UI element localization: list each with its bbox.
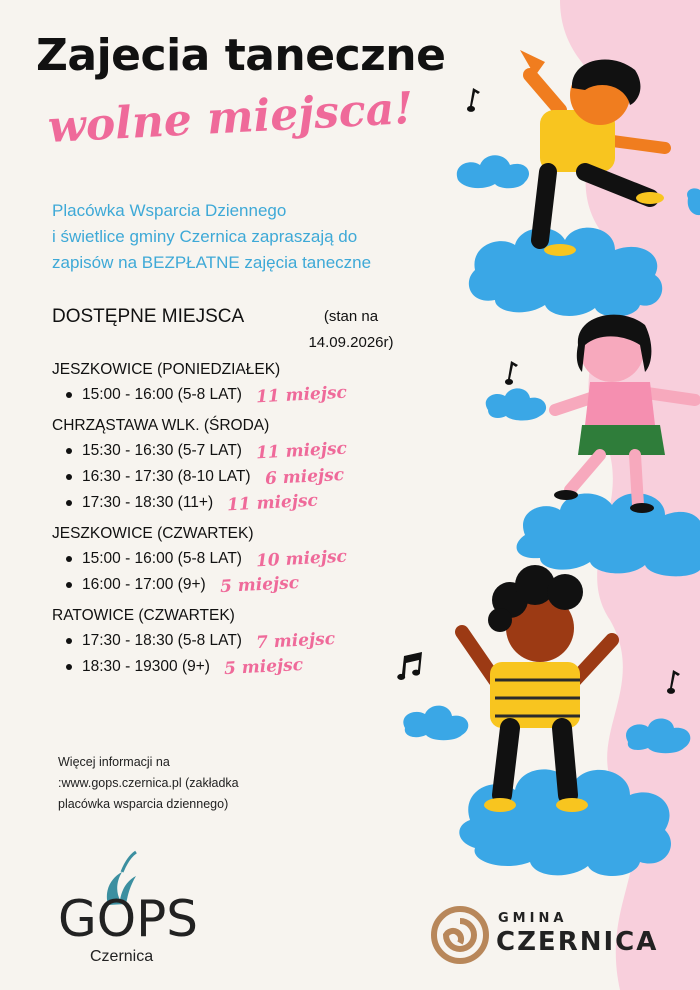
- bullet-icon: [66, 474, 72, 480]
- gmina-logo-big: CZERNICA: [496, 927, 659, 957]
- time-slot: [52, 382, 432, 408]
- cloud-small-1: [457, 155, 529, 188]
- intro-text: [52, 198, 412, 276]
- intro-line: i świetlice gminy Czernica zapraszają do: [52, 227, 358, 246]
- page-subtitle: wolne miejsca!: [46, 82, 415, 153]
- group-location: JESZKOWICE (CZWARTEK): [52, 525, 254, 542]
- more-info-text: [58, 752, 239, 815]
- free-spots: 6 miejsc: [264, 464, 345, 490]
- cloud-small-3: [403, 706, 468, 741]
- bullet-icon: [66, 448, 72, 454]
- gmina-logo-small: GMINA: [498, 911, 568, 926]
- slot-time: 15:00 - 16:00 (5-8 LAT): [82, 550, 242, 567]
- time-slot: [52, 546, 432, 572]
- status-date-note: (stan na 14.09.2026r): [308, 308, 394, 351]
- time-slot: [52, 572, 432, 598]
- schedule-group: [52, 414, 432, 516]
- info-line: Więcej informacji na: [58, 755, 170, 769]
- bullet-icon: [66, 582, 72, 588]
- slot-time: 17:30 - 18:30 (11+): [82, 494, 214, 511]
- group-location: RATOWICE (CZWARTEK): [52, 607, 235, 624]
- slot-time: 16:00 - 17:00 (9+): [82, 576, 206, 593]
- music-note-icon: [467, 88, 480, 112]
- bullet-icon: [66, 392, 72, 398]
- bullet-icon: [66, 500, 72, 506]
- time-slot: [52, 438, 432, 464]
- schedule-list: [52, 358, 432, 686]
- time-slot: [52, 628, 432, 654]
- gops-logo: [56, 850, 196, 970]
- free-spots: 11 miejsc: [255, 438, 348, 464]
- slot-time: 18:30 - 19300 (9+): [82, 658, 210, 675]
- time-slot: [52, 464, 432, 490]
- time-slot: [52, 490, 432, 516]
- bullet-icon: [66, 664, 72, 670]
- bullet-icon: [66, 556, 72, 562]
- free-spots: 11 miejsc: [226, 490, 319, 516]
- free-spots: 7 miejsc: [255, 628, 336, 654]
- music-note-icon: [505, 361, 518, 385]
- intro-line: zapisów na BEZPŁATNE zajęcia taneczne: [52, 253, 372, 272]
- time-slot: [52, 654, 432, 680]
- page-title: Zajecia taneczne: [36, 30, 446, 81]
- free-spots: 5 miejsc: [219, 572, 300, 598]
- schedule-group: [52, 522, 432, 598]
- free-spots: 10 miejsc: [255, 546, 348, 572]
- gops-logo-word: GOPS: [58, 890, 198, 948]
- gmina-czernica-logo: [430, 905, 690, 967]
- free-spots: 5 miejsc: [223, 654, 304, 680]
- slot-time: 15:30 - 16:30 (5-7 LAT): [82, 442, 242, 459]
- info-line: placówka wsparcia dziennego): [58, 797, 229, 811]
- available-places-heading: DOSTĘPNE MIEJSCA: [52, 306, 245, 327]
- intro-line: Placówka Wsparcia Dziennego: [52, 201, 287, 220]
- gops-logo-subtitle: Czernica: [90, 948, 154, 965]
- group-location: CHRZĄSTAWA WLK. (ŚRODA): [52, 417, 270, 434]
- schedule-group: [52, 358, 432, 408]
- slot-time: 15:00 - 16:00 (5-8 LAT): [82, 386, 242, 403]
- group-location: JESZKOWICE (PONIEDZIAŁEK): [52, 361, 281, 378]
- bullet-icon: [66, 638, 72, 644]
- info-line: :www.gops.czernica.pl (zakładka: [58, 776, 239, 790]
- schedule-group: [52, 604, 432, 680]
- free-spots: 11 miejsc: [255, 382, 348, 408]
- cloud-small-2: [486, 388, 546, 420]
- gmina-spiral-icon: [430, 905, 490, 965]
- slot-time: 17:30 - 18:30 (5-8 LAT): [82, 632, 242, 649]
- slot-time: 16:30 - 17:30 (8-10 LAT): [82, 468, 251, 485]
